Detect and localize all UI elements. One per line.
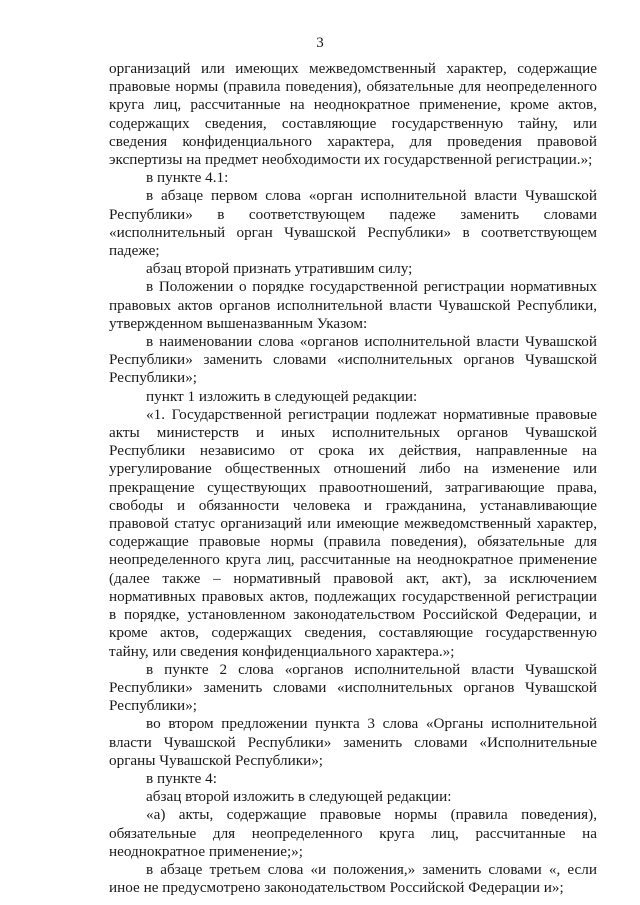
paragraph-point-1-intro: пункт 1 изложить в следующей редакции:: [146, 387, 418, 405]
paragraph-point-4-1: в пункте 4.1:: [146, 169, 229, 187]
paragraph-third-abzac-replacement: в абзаце третьем слова «и положения,» заменить словами «, если иное не предусмотрено законодательством Российской Федерации и»;: [109, 860, 597, 897]
document-body: [109, 60, 597, 897]
paragraph-point-3-replacement: во втором предложении пункта 3 слова «Органы исполнительной власти Чувашской Республики» заменить словами «Исполнительные органы Чувашской Республики»;: [109, 715, 597, 769]
paragraph-point-1-text: «1. Государственной регистрации подлежат нормативные правовые акты министерств и иных исполнительных органов Чувашской Республики независимо от срока их действия, направленные на урегулирование общественных отношений либо на изменение или прекращение существующих правоотношений, затрагивающие права, свободы и обязанности человека и гражданина, устанавливающие правовой статус организаций или имеющие межведомственный характер, содержащие правовые нормы (правила поведения), обязательные для неопределенного круга лиц, рассчитанные на неоднократное применение (далее также – нормативный правовой акт, акт), за исключением нормативных правовых актов, подлежащих государственной регистрации в порядке, установленном законодательством Российской Федерации, и кроме актов, содержащих сведения, составляющие государственную тайну, или сведения конфиденциального характера.»;: [109, 405, 597, 660]
paragraph-regulation-intro: в Положении о порядке государственной регистрации нормативных правовых актов органов исполнительной власти Чувашской Республики, утвержденном вышеназванным Указом:: [109, 278, 597, 332]
paragraph-point-4: в пункте 4:: [146, 769, 217, 787]
paragraph-second-abzac-void: абзац второй признать утратившим силу;: [146, 260, 413, 278]
paragraph-second-abzac-text: «а) акты, содержащие правовые нормы (правила поведения), обязательные для неопределенного круга лиц, рассчитанные на неоднократное применение;»;: [109, 806, 597, 860]
paragraph-first-abzac-replacement: в абзаце первом слова «орган исполнительной власти Чувашской Республики» в соответствующем падеже заменить словами «исполнительный орган Чувашской Республики» в соответствующем падеже;: [109, 187, 597, 260]
page-number: 3: [316, 35, 324, 51]
paragraph-second-abzac-intro: абзац второй изложить в следующей редакции:: [146, 788, 452, 806]
paragraph-point-2-replacement: в пункте 2 слова «органов исполнительной власти Чувашской Республики» заменить словами «исполнительных органов Чувашской Республики»;: [109, 660, 597, 715]
paragraph-continuation: организаций или имеющих межведомственный характер, содержащие правовые нормы (правила поведения), обязательные для неопределенного круга лиц, рассчитанные на неоднократное применение, кроме актов, содержащих сведения, составляющие государственную тайну, или сведения конфиденциального характера, для проведения правовой экспертизы на предмет необходимости их государственной регистрации.»;: [109, 60, 597, 169]
paragraph-title-replacement: в наименовании слова «органов исполнительной власти Чувашской Республики» заменить словами «исполнительных органов Чувашской Республики»;: [109, 333, 597, 387]
